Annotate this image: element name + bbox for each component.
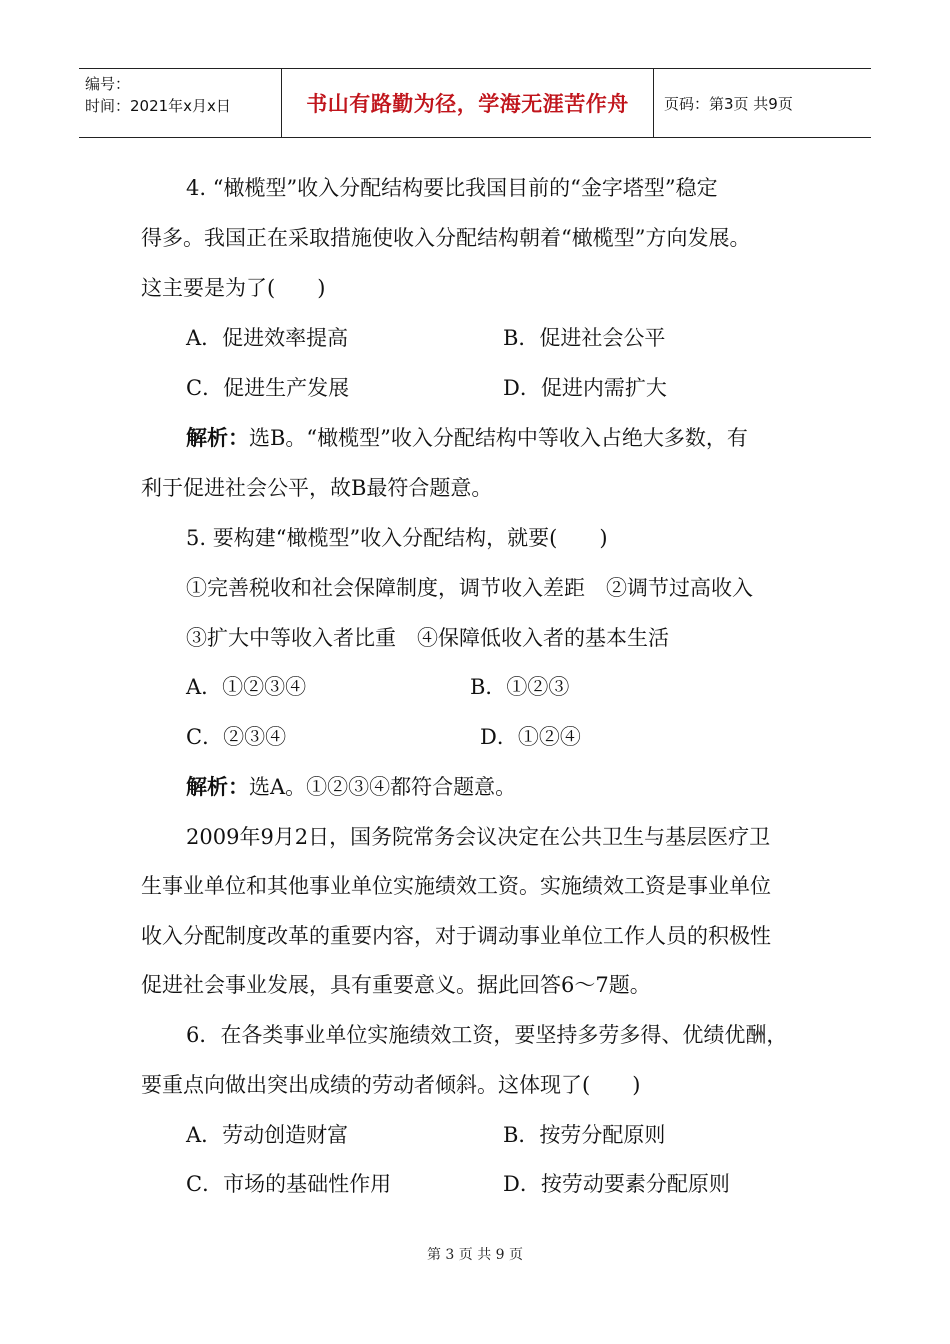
q4-analysis-line2: 利于促进社会公平，故B最符合题意。 [141, 476, 493, 500]
material-line4: 促进社会事业发展，具有重要意义。据此回答6～7题。 [141, 973, 651, 997]
header-motto: 书山有路勤为径，学海无涯苦作舟 [282, 69, 654, 137]
q4-option-b: B．促进社会公平 [503, 326, 666, 350]
q6-option-b: B．按劳分配原则 [503, 1123, 666, 1147]
q5-analysis-label: 解析： [186, 774, 249, 799]
q4-option-c: C．促进生产发展 [186, 376, 350, 400]
material-line2: 生事业单位和其他事业单位实施绩效工资。实施绩效工资是事业单位 [141, 874, 771, 898]
q5-option-d: D．①②④ [480, 725, 581, 749]
q5-items-line2: ③扩大中等收入者比重 ④保障低收入者的基本生活 [186, 626, 669, 650]
page-footer: 第 3 页 共 9 页 [426, 1247, 524, 1263]
q6-option-a: A．劳动创造财富 [186, 1123, 349, 1147]
header-meta [79, 69, 282, 137]
q4-analysis-line1: 选B。“橄榄型”收入分配结构中等收入占绝大多数，有 [249, 426, 748, 450]
q4-analysis [186, 422, 748, 452]
q5-option-a: A．①②③④ [186, 675, 307, 699]
q4-stem-line2: 得多。我国正在采取措施使收入分配结构朝着“橄榄型”方向发展。 [141, 226, 751, 250]
q6-stem-line1: 6．在各类事业单位实施绩效工资，要坚持多劳多得、优绩优酬， [186, 1023, 788, 1047]
page-header [79, 68, 871, 138]
q4-option-a: A．促进效率提高 [186, 326, 349, 350]
q4-stem-line3: 这主要是为了( ) [141, 276, 326, 300]
header-page-info: 页码：第3页 共9页 [664, 94, 793, 113]
q6-option-c: C．市场的基础性作用 [186, 1172, 392, 1196]
q5-option-b: B．①②③ [470, 675, 570, 699]
material-line3: 收入分配制度改革的重要内容，对于调动事业单位工作人员的积极性 [141, 924, 771, 948]
q4-analysis-label: 解析： [186, 425, 249, 450]
q6-stem-line2: 要重点向做出突出成绩的劳动者倾斜。这体现了( ) [141, 1073, 641, 1097]
q4-option-d: D．促进内需扩大 [503, 376, 667, 400]
q5-analysis-text: 选A。①②③④都符合题意。 [249, 775, 517, 799]
time-label: 时间：2021年x月x日 [85, 97, 231, 115]
q5-analysis [186, 771, 516, 801]
q5-option-c: C．②③④ [186, 725, 287, 749]
material-line1: 2009年9月2日，国务院常务会议决定在公共卫生与基层医疗卫 [186, 825, 771, 849]
q5-items-line1: ①完善税收和社会保障制度，调节收入差距 ②调节过高收入 [186, 576, 753, 600]
q5-stem: 5. 要构建“橄榄型”收入分配结构，就要( ) [186, 526, 608, 550]
number-label: 编号： [85, 75, 131, 93]
q4-stem-line1: 4. “橄榄型”收入分配结构要比我国目前的“金字塔型”稳定 [186, 176, 718, 200]
q6-option-d: D．按劳动要素分配原则 [503, 1172, 730, 1196]
